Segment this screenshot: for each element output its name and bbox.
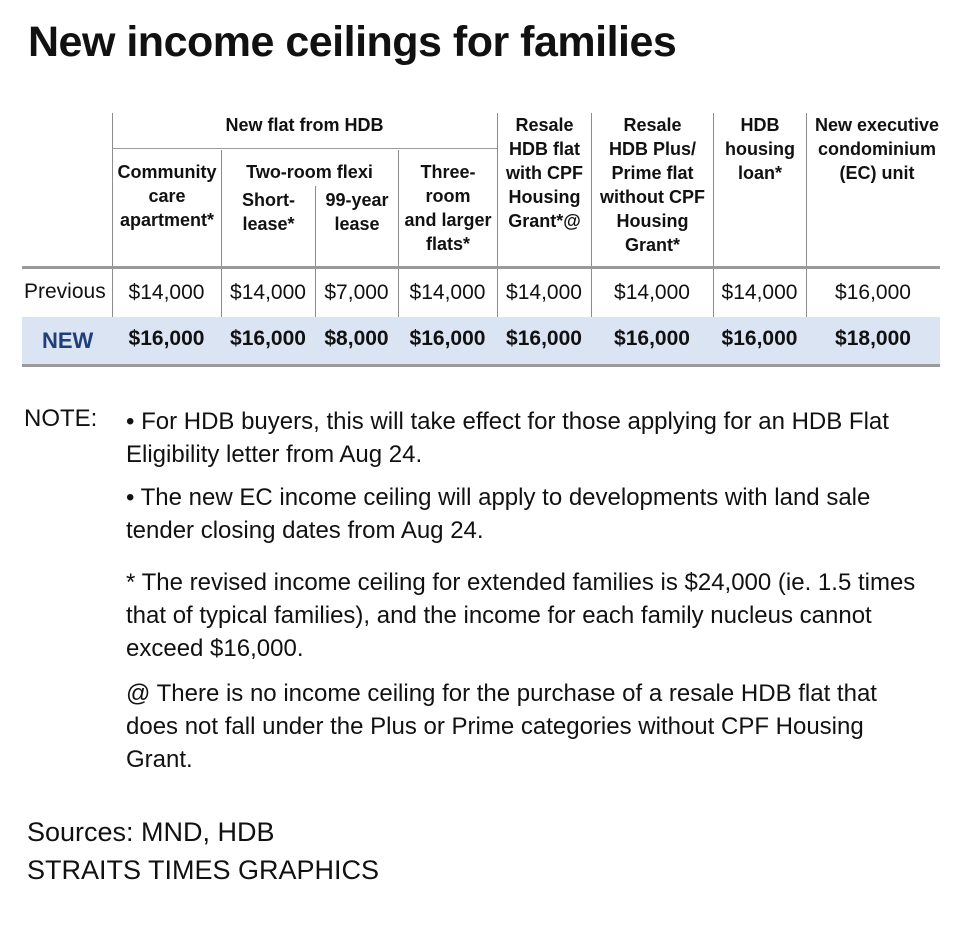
column-header-short-lease: Short- lease* [242, 190, 295, 234]
page-title: New income ceilings for families [28, 18, 677, 66]
new-value-cell: $18,000 [835, 327, 911, 350]
previous-value-cell: $14,000 [128, 281, 205, 304]
column-header-resale-with-grant: Resale HDB flat with CPF Housing Grant*@ [506, 115, 583, 231]
group-header: New flat from HDB [225, 115, 384, 135]
note-label: NOTE: [24, 405, 98, 432]
previous-value-cell: $16,000 [835, 281, 911, 304]
row-label-new: NEW [42, 328, 94, 353]
column-header-99-year-lease: 99-year lease [325, 190, 389, 234]
note-extended-families: * The revised income ceiling for extended families is $24,000 (ie. 1.5 times that of typical families), and the income for each family nucleus cannot exceed $16,000. [126, 569, 916, 662]
previous-value-cell: $14,000 [230, 281, 306, 304]
previous-value-cell: $14,000 [614, 281, 690, 304]
column-header-hdb-loan: HDB housing loan* [725, 115, 795, 183]
column-header-ec-unit: New executive condominium (EC) unit [814, 115, 940, 183]
group-underline [112, 148, 497, 149]
note-no-ceiling-resale: @ There is no income ceiling for the purchase of a resale HDB flat that does not fall under the Plus or Prime categories without CPF Housing Grant. [126, 680, 877, 773]
previous-value-cell: $7,000 [324, 281, 389, 304]
note-ec-ceiling: • The new EC income ceiling will apply to developments with land sale tender closing dates from Aug 24. [126, 484, 871, 544]
header-rule [22, 266, 940, 269]
new-value-cell: $16,000 [230, 327, 306, 350]
sources: Sources: MND, HDB [27, 817, 275, 847]
row-label-previous: Previous [24, 280, 106, 303]
new-value-cell: $16,000 [506, 327, 582, 350]
new-value-cell: $16,000 [409, 327, 486, 350]
new-value-cell: $16,000 [614, 327, 690, 350]
note-effective-date: • For HDB buyers, this will take effect for those applying for an HDB Flat Eligibility letter from Aug 24. [126, 408, 889, 468]
new-value-cell: $8,000 [324, 327, 389, 350]
new-value-cell: $16,000 [721, 327, 798, 350]
column-header-community-care: Community care apartment* [117, 162, 217, 230]
previous-value-cell: $14,000 [506, 281, 582, 304]
previous-value-cell: $14,000 [721, 281, 798, 304]
column-header-three-room: Three- room and larger flats* [404, 162, 492, 254]
graphics-credit: STRAITS TIMES GRAPHICS [27, 855, 380, 885]
new-value-cell: $16,000 [128, 327, 205, 350]
subgroup-header: Two-room flexi [246, 162, 373, 182]
column-header-resale-plus-prime: Resale HDB Plus/ Prime flat without CPF Housing Grant* [600, 115, 705, 255]
previous-value-cell: $14,000 [409, 281, 486, 304]
bottom-rule [22, 364, 940, 367]
